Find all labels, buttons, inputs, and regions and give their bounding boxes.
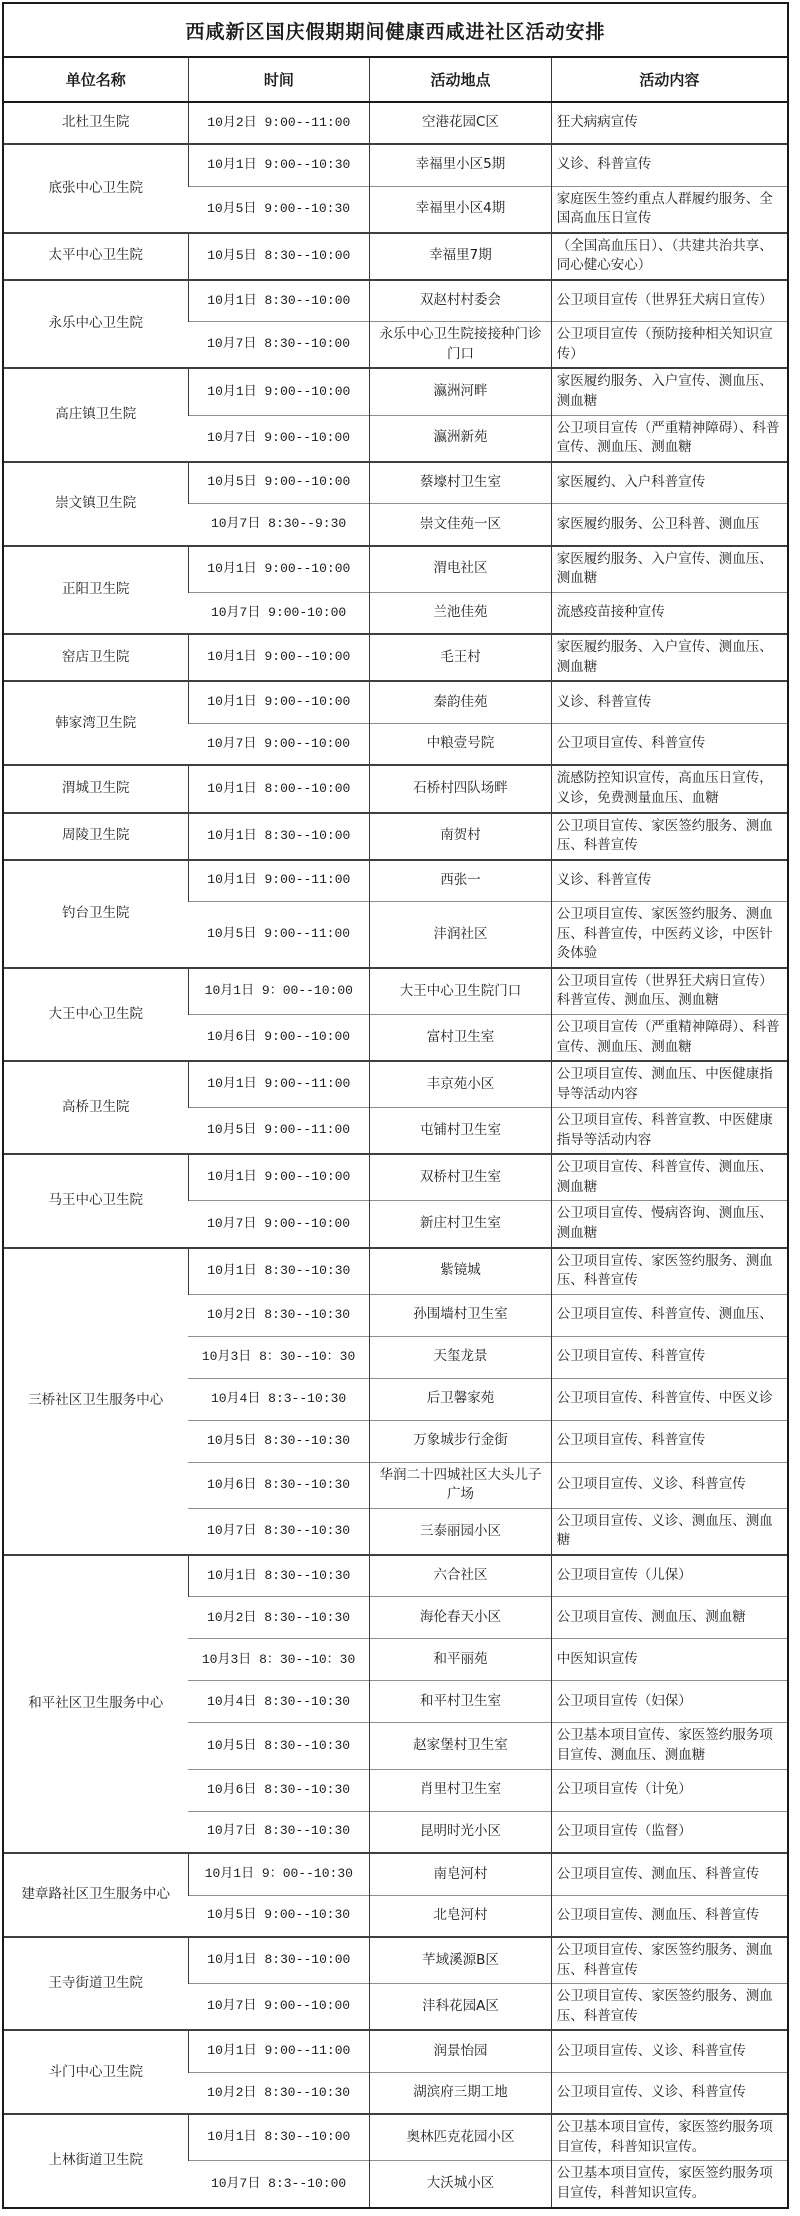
table-row — [4, 681, 787, 723]
time-cell: 10月2日 8:30--10:30 — [188, 1294, 370, 1336]
time-cell: 10月1日 8:30--10:30 — [188, 1555, 370, 1597]
location-cell: 孙围墙村卫生室 — [370, 1294, 552, 1336]
content-cell: 公卫项目宣传（预防接种相关知识宣传） — [551, 322, 787, 369]
content-cell: 公卫项目宣传、测血压、科普宣传 — [551, 1853, 787, 1895]
location-cell: 奥林匹克花园小区 — [370, 2114, 552, 2161]
content-cell: 家医履约服务、入户宣传、测血压、测血糖 — [551, 368, 787, 415]
time-cell: 10月1日 9:00--10:00 — [188, 1154, 370, 1201]
unit-cell: 马王中心卫生院 — [4, 1154, 188, 1247]
column-header-time: 时间 — [188, 58, 370, 102]
content-cell: 义诊、科普宣传 — [551, 144, 787, 186]
unit-cell: 高桥卫生院 — [4, 1061, 188, 1154]
content-cell: 中医知识宣传 — [551, 1639, 787, 1681]
time-cell: 10月2日 9:00--11:00 — [188, 102, 370, 144]
location-cell: 南贺村 — [370, 813, 552, 860]
location-cell: 中粮壹号院 — [370, 723, 552, 765]
unit-cell: 太平中心卫生院 — [4, 233, 188, 280]
content-cell: 公卫项目宣传、家医签约服务、测血压、科普宣传 — [551, 1248, 787, 1295]
location-cell: 双桥村卫生室 — [370, 1154, 552, 1201]
unit-cell: 大王中心卫生院 — [4, 968, 188, 1061]
table-row — [4, 2114, 787, 2161]
table-row — [4, 144, 787, 186]
content-cell: 公卫项目宣传、科普宣传 — [551, 1336, 787, 1378]
unit-cell: 北杜卫生院 — [62, 114, 130, 131]
content-cell: 家医履约服务、入户宣传、测血压、测血糖 — [551, 634, 787, 681]
content-cell: 公卫项目宣传、慢病咨询、测血压、测血糖 — [551, 1201, 787, 1248]
column-header-location: 活动地点 — [370, 58, 552, 102]
location-cell: 三泰丽园小区 — [370, 1508, 552, 1555]
content-cell: 公卫项目宣传（儿保） — [551, 1555, 787, 1597]
time-cell: 10月7日 9:00--10:00 — [188, 1984, 370, 2031]
location-cell: 海伦春天小区 — [370, 1597, 552, 1639]
time-cell: 10月7日 9:00-10:00 — [188, 592, 370, 634]
page-title: 西咸新区国庆假期期间健康西咸进社区活动安排 — [4, 4, 787, 58]
content-cell: 公卫项目宣传、测血压、中医健康指导等活动内容 — [551, 1061, 787, 1108]
time-cell: 10月6日 9:00--10:00 — [188, 1014, 370, 1061]
time-cell: 10月4日 8:30--10:30 — [188, 1681, 370, 1723]
time-cell: 10月6日 8:30--10:30 — [188, 1462, 370, 1508]
content-cell: 家医履约、入户科普宣传 — [551, 462, 787, 504]
table-row — [4, 1061, 787, 1108]
time-cell: 10月1日 9：00--10:00 — [188, 968, 370, 1015]
time-cell: 10月1日 9:00--11:00 — [188, 1061, 370, 1108]
content-cell: 公卫项目宣传、科普宣传 — [551, 723, 787, 765]
location-cell: 和平村卫生室 — [370, 1681, 552, 1723]
time-cell: 10月6日 8:30--10:30 — [188, 1769, 370, 1811]
content-cell: 公卫项目宣传、科普宣传、测血压、测血糖 — [551, 1154, 787, 1201]
table-row — [4, 546, 787, 593]
content-cell: 公卫项目宣传、测血压、测血糖 — [551, 1597, 787, 1639]
location-cell: 瀛洲新苑 — [370, 415, 552, 462]
unit-cell: 钓台卫生院 — [4, 860, 188, 968]
content-cell: 流感疫苗接种宣传 — [551, 592, 787, 634]
table-row — [4, 1937, 787, 1984]
location-cell: 永乐中心卫生院接接种门诊门口 — [370, 322, 552, 369]
table-row — [4, 860, 787, 902]
time-cell: 10月4日 8:3--10:30 — [188, 1378, 370, 1420]
time-cell: 10月1日 9:00--10:00 — [188, 681, 370, 723]
content-cell: 公卫项目宣传（世界狂犬病日宣传）科普宣传、测血压、测血糖 — [551, 968, 787, 1015]
location-cell: 和平丽苑 — [370, 1639, 552, 1681]
time-cell: 10月1日 8:30--10:00 — [188, 2114, 370, 2161]
location-cell: 后卫馨家苑 — [370, 1378, 552, 1420]
location-cell: 南皂河村 — [370, 1853, 552, 1895]
time-cell: 10月1日 9:00--10:00 — [188, 368, 370, 415]
location-cell: 幸福里小区5期 — [370, 144, 552, 186]
time-cell: 10月3日 8：30--10：30 — [188, 1639, 370, 1681]
content-cell: 公卫项目宣传、测血压、科普宣传 — [551, 1895, 787, 1937]
content-cell: 公卫项目宣传、科普宣传 — [551, 1420, 787, 1462]
content-cell: 公卫项目宣传、家医签约服务、测血压、科普宣传 — [551, 813, 787, 860]
activity-table — [4, 58, 787, 2207]
column-header-unit: 单位名称 — [4, 58, 188, 102]
location-cell: 渭电社区 — [370, 546, 552, 593]
location-cell: 沣科花园A区 — [370, 1984, 552, 2031]
content-cell: 公卫项目宣传、家医签约服务、测血压、科普宣传 — [551, 1937, 787, 1984]
unit-cell: 三桥社区卫生服务中心 — [4, 1248, 188, 1555]
content-cell: 公卫项目宣传、义诊、科普宣传 — [551, 2072, 787, 2114]
content-cell: 公卫项目宣传、义诊、科普宣传 — [551, 2030, 787, 2072]
location-cell: 大王中心卫生院门口 — [370, 968, 552, 1015]
location-cell: 蔡壕村卫生室 — [370, 462, 552, 504]
content-cell: 公卫项目宣传、科普宣传、测血压、 — [551, 1294, 787, 1336]
time-cell: 10月2日 8:30--10:30 — [188, 2072, 370, 2114]
table-row — [4, 280, 787, 322]
table-row — [4, 233, 787, 280]
table-row — [4, 765, 787, 812]
time-cell: 10月7日 9:00--10:00 — [188, 723, 370, 765]
table-row — [4, 1154, 787, 1201]
location-cell: 屯铺村卫生室 — [370, 1108, 552, 1155]
time-cell: 10月3日 8：30--10：30 — [188, 1336, 370, 1378]
time-cell: 10月1日 8:00--10:00 — [188, 765, 370, 812]
content-cell: 义诊、科普宣传 — [551, 860, 787, 902]
unit-cell: 高庄镇卫生院 — [4, 368, 188, 461]
content-cell: 公卫项目宣传、义诊、测血压、测血糖 — [551, 1508, 787, 1555]
time-cell: 10月7日 9:00--10:00 — [188, 415, 370, 462]
time-cell: 10月5日 8:30--10:00 — [188, 233, 370, 280]
content-cell: 公卫项目宣传（严重精神障碍）、科普宣传、测血压、测血糖 — [551, 415, 787, 462]
location-cell: 昆明时光小区 — [370, 1811, 552, 1853]
content-cell: 家医履约服务、入户宣传、测血压、测血糖 — [551, 546, 787, 593]
location-cell: 润景怡园 — [370, 2030, 552, 2072]
time-cell: 10月1日 8:30--10:00 — [188, 813, 370, 860]
time-cell: 10月7日 8:3--10:00 — [188, 2161, 370, 2207]
table-body — [4, 102, 787, 2207]
column-header-content: 活动内容 — [551, 58, 787, 102]
content-cell: 公卫项目宣传（监督） — [551, 1811, 787, 1853]
table-row — [4, 634, 787, 681]
content-cell: 公卫项目宣传（妇保） — [551, 1681, 787, 1723]
location-cell: 赵家堡村卫生室 — [370, 1723, 552, 1769]
content-cell: 公卫项目宣传（世界狂犬病日宣传） — [551, 280, 787, 322]
activity-schedule-sheet — [2, 2, 789, 2209]
location-cell: 富村卫生室 — [370, 1014, 552, 1061]
header-row — [4, 58, 787, 102]
location-cell: 新庄村卫生室 — [370, 1201, 552, 1248]
time-cell: 10月7日 8:30--9:30 — [188, 504, 370, 546]
table-row — [4, 2030, 787, 2072]
unit-cell: 窑店卫生院 — [4, 634, 188, 681]
location-cell: 芊域溪源B区 — [370, 1937, 552, 1984]
location-cell: 华润二十四城社区大头儿子广场 — [370, 1462, 552, 1508]
time-cell: 10月5日 9:00--10:00 — [188, 462, 370, 504]
content-cell: 公卫基本项目宣传，家医签约服务项目宣传，科普知识宣传。 — [551, 2114, 787, 2161]
time-cell: 10月1日 9：00--10:30 — [188, 1853, 370, 1895]
unit-cell: 正阳卫生院 — [4, 546, 188, 635]
location-cell: 肖里村卫生室 — [370, 1769, 552, 1811]
location-cell: 天玺龙景 — [370, 1336, 552, 1378]
unit-cell: 周陵卫生院 — [4, 813, 188, 860]
unit-cell: 韩家湾卫生院 — [4, 681, 188, 765]
time-cell: 10月5日 8:30--10:30 — [188, 1723, 370, 1769]
table-row — [4, 1853, 787, 1895]
unit-cell: 上林街道卫生院 — [4, 2114, 188, 2206]
content-cell: 狂犬病病宣传 — [551, 102, 787, 144]
location-cell: 沣润社区 — [370, 902, 552, 968]
unit-cell: 和平社区卫生服务中心 — [4, 1555, 188, 1853]
location-cell: 秦韵佳苑 — [370, 681, 552, 723]
time-cell: 10月7日 8:30--10:30 — [188, 1811, 370, 1853]
table-row — [4, 1555, 787, 1597]
location-cell: 湖滨府三期工地 — [370, 2072, 552, 2114]
content-cell: 家医履约服务、公卫科普、测血压 — [551, 504, 787, 546]
content-cell: 公卫项目宣传、家医签约服务、测血压、科普宣传 — [551, 1984, 787, 2031]
unit-cell: 永乐中心卫生院 — [4, 280, 188, 369]
content-cell: 公卫项目宣传（严重精神障碍）、科普宣传、测血压、测血糖 — [551, 1014, 787, 1061]
content-cell: 公卫项目宣传、科普宣传、中医义诊 — [551, 1378, 787, 1420]
location-cell: 双赵村村委会 — [370, 280, 552, 322]
time-cell: 10月5日 9:00--10:30 — [188, 1895, 370, 1937]
time-cell: 10月7日 8:30--10:30 — [188, 1508, 370, 1555]
table-row — [4, 813, 787, 860]
table-row — [4, 1248, 787, 1295]
location-cell: 紫镜城 — [370, 1248, 552, 1295]
location-cell: 毛王村 — [370, 634, 552, 681]
time-cell: 10月1日 9:00--11:00 — [188, 860, 370, 902]
time-cell: 10月1日 9:00--10:00 — [188, 546, 370, 593]
time-cell: 10月5日 8:30--10:30 — [188, 1420, 370, 1462]
content-cell: 义诊、科普宣传 — [551, 681, 787, 723]
location-cell: 丰京苑小区 — [370, 1061, 552, 1108]
location-cell: 北皂河村 — [370, 1895, 552, 1937]
unit-cell: 崇文镇卫生院 — [4, 462, 188, 546]
unit-cell: 王寺街道卫生院 — [4, 1937, 188, 2030]
content-cell: （全国高血压日）、（共建共治共享、同心健心安心） — [551, 233, 787, 280]
location-cell: 大沃城小区 — [370, 2161, 552, 2207]
time-cell: 10月2日 8:30--10:30 — [188, 1597, 370, 1639]
location-cell: 崇文佳苑一区 — [370, 504, 552, 546]
unit-cell: 建章路社区卫生服务中心 — [4, 1853, 188, 1937]
time-cell: 10月1日 9:00--10:00 — [188, 634, 370, 681]
content-cell: 公卫项目宣传、家医签约服务、测血压、科普宣传，中医药义诊，中医针灸体验 — [551, 902, 787, 968]
time-cell: 10月1日 8:30--10:30 — [188, 1248, 370, 1295]
location-cell: 西张一 — [370, 860, 552, 902]
table-row — [4, 368, 787, 415]
time-cell: 10月7日 9:00--10:00 — [188, 1201, 370, 1248]
unit-cell: 底张中心卫生院 — [4, 144, 188, 233]
location-cell: 兰池佳苑 — [370, 592, 552, 634]
content-cell: 公卫项目宣传、科普宣教、中医健康指导等活动内容 — [551, 1108, 787, 1155]
unit-cell: 渭城卫生院 — [4, 765, 188, 812]
time-cell: 10月7日 8:30--10:00 — [188, 322, 370, 369]
table-row — [4, 968, 787, 1015]
time-cell: 10月5日 9:00--11:00 — [188, 1108, 370, 1155]
time-cell: 10月1日 9:00--11:00 — [188, 2030, 370, 2072]
location-cell: 幸福里7期 — [370, 233, 552, 280]
location-cell: 石桥村四队场畔 — [370, 765, 552, 812]
content-cell: 流感防控知识宣传，高血压日宣传，义诊，免费测量血压、血糖 — [551, 765, 787, 812]
time-cell: 10月1日 8:30--10:00 — [188, 280, 370, 322]
unit-cell: 斗门中心卫生院 — [4, 2030, 188, 2114]
content-cell: 公卫基本项目宣传，家医签约服务项目宣传，科普知识宣传。 — [551, 2161, 787, 2207]
table-row — [4, 102, 787, 144]
content-cell: 公卫项目宣传、义诊、科普宣传 — [551, 1462, 787, 1508]
time-cell: 10月5日 9:00--11:00 — [188, 902, 370, 968]
location-cell: 瀛洲河畔 — [370, 368, 552, 415]
location-cell: 六合社区 — [370, 1555, 552, 1597]
content-cell: 公卫项目宣传（计免） — [551, 1769, 787, 1811]
content-cell: 家庭医生签约重点人群履约服务、全国高血压日宣传 — [551, 186, 787, 233]
time-cell: 10月5日 9:00--10:30 — [188, 186, 370, 233]
location-cell: 万象城步行金街 — [370, 1420, 552, 1462]
location-cell: 空港花园C区 — [370, 102, 552, 144]
time-cell: 10月1日 9:00--10:30 — [188, 144, 370, 186]
table-row — [4, 462, 787, 504]
time-cell: 10月1日 8:30--10:00 — [188, 1937, 370, 1984]
content-cell: 公卫基本项目宣传、家医签约服务项目宣传、测血压、测血糖 — [551, 1723, 787, 1769]
location-cell: 幸福里小区4期 — [370, 186, 552, 233]
